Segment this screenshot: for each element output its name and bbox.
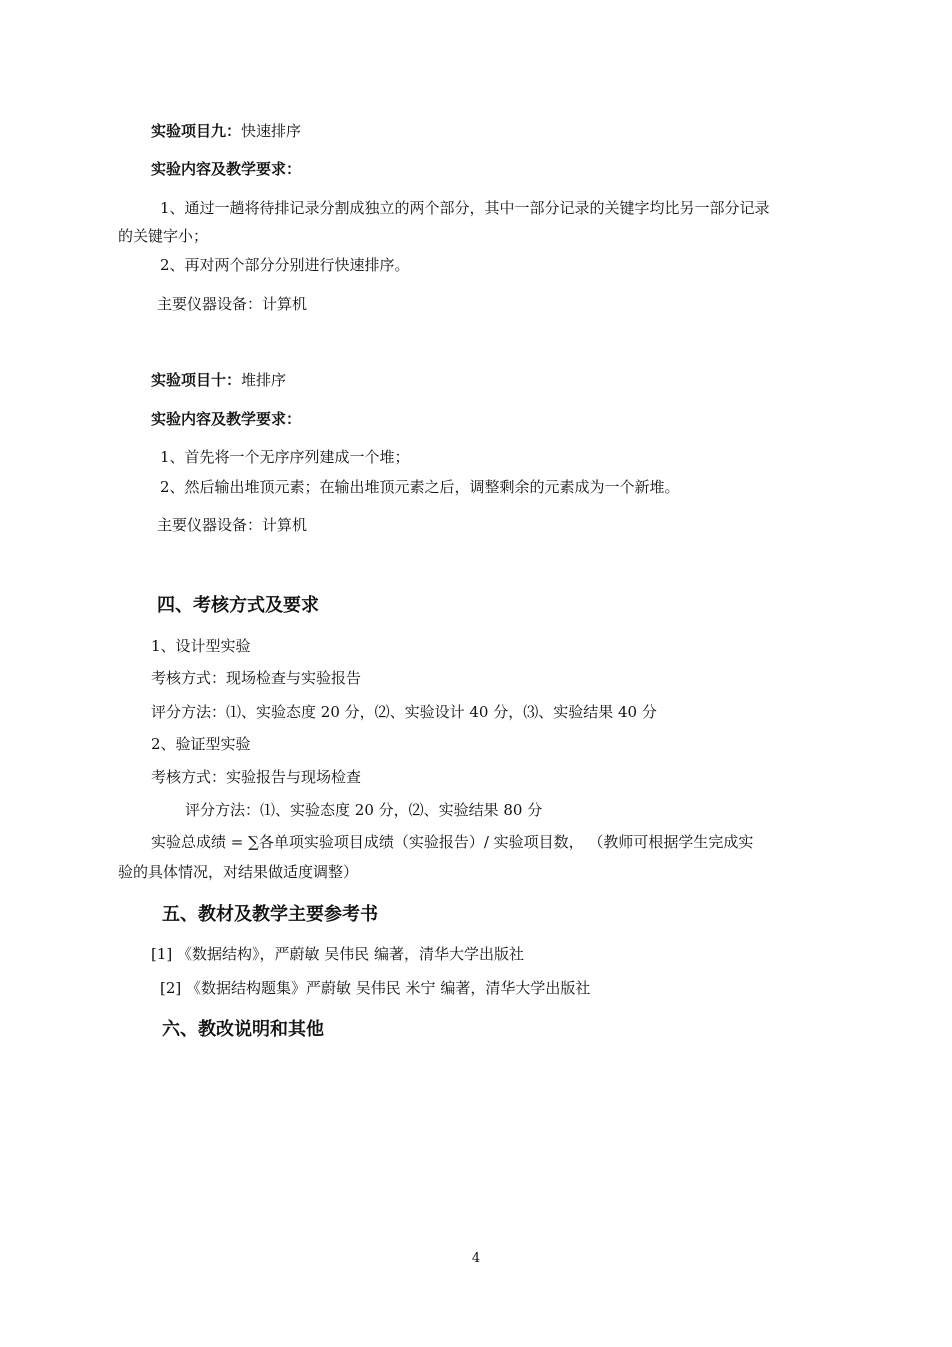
exp10-title: 堆排序 xyxy=(241,371,287,389)
exp10-equipment: 主要仪器设备：计算机 xyxy=(157,516,308,534)
section6-heading: 六、教改说明和其他 xyxy=(162,1019,324,1040)
section5-heading: 五、教材及教学主要参考书 xyxy=(162,904,378,925)
exp10-item2: 2、然后输出堆顶元素；在输出堆顶元素之后，调整剩余的元素成为一个新堆。 xyxy=(160,478,680,496)
total-score-line2: 验的具体情况，对结果做适度调整） xyxy=(118,863,359,881)
reference-1: [1] 《数据结构》，严蔚敏 吴伟民 编著，清华大学出版社 xyxy=(151,945,525,963)
design-method: 考核方式：现场检查与实验报告 xyxy=(151,669,362,687)
section4-heading: 四、考核方式及要求 xyxy=(157,595,319,616)
exp9-item1-line2: 的关键字小； xyxy=(118,227,209,245)
total-score-line1: 实验总成绩 = ∑各单项实验项目成绩（实验报告）/ 实验项目数， （教师可根据学生完成实 xyxy=(151,833,754,851)
verify-scoring: 评分方法：⑴、实验态度 20 分，⑵、实验结果 80 分 xyxy=(185,801,543,819)
exp10-heading xyxy=(151,370,286,390)
exp9-item2: 2、再对两个部分分别进行快速排序。 xyxy=(160,256,410,274)
exp9-heading xyxy=(151,121,301,141)
design-scoring: 评分方法：⑴、实验态度 20 分，⑵、实验设计 40 分，⑶、实验结果 40 分 xyxy=(151,703,657,721)
exp10-item1: 1、首先将一个无序序列建成一个堆； xyxy=(160,448,410,466)
exp10-content-label: 实验内容及教学要求： xyxy=(151,410,302,428)
exp10-label: 实验项目十： xyxy=(151,371,242,389)
page-number: 4 xyxy=(471,1251,481,1266)
exp9-label: 实验项目九： xyxy=(151,122,242,140)
exp9-equipment: 主要仪器设备：计算机 xyxy=(157,295,308,313)
exp9-item1-line1: 1、通过一趟将待排记录分割成独立的两个部分，其中一部分记录的关键字均比另一部分记录 xyxy=(160,199,770,217)
verify-method: 考核方式：实验报告与现场检查 xyxy=(151,768,362,786)
exp9-title: 快速排序 xyxy=(241,122,302,140)
verify-title: 2、验证型实验 xyxy=(151,735,251,753)
exp9-content-label: 实验内容及教学要求： xyxy=(151,160,302,178)
design-title: 1、设计型实验 xyxy=(151,637,251,655)
reference-2: [2] 《数据结构题集》严蔚敏 吴伟民 米宁 编著，清华大学出版社 xyxy=(160,979,591,997)
